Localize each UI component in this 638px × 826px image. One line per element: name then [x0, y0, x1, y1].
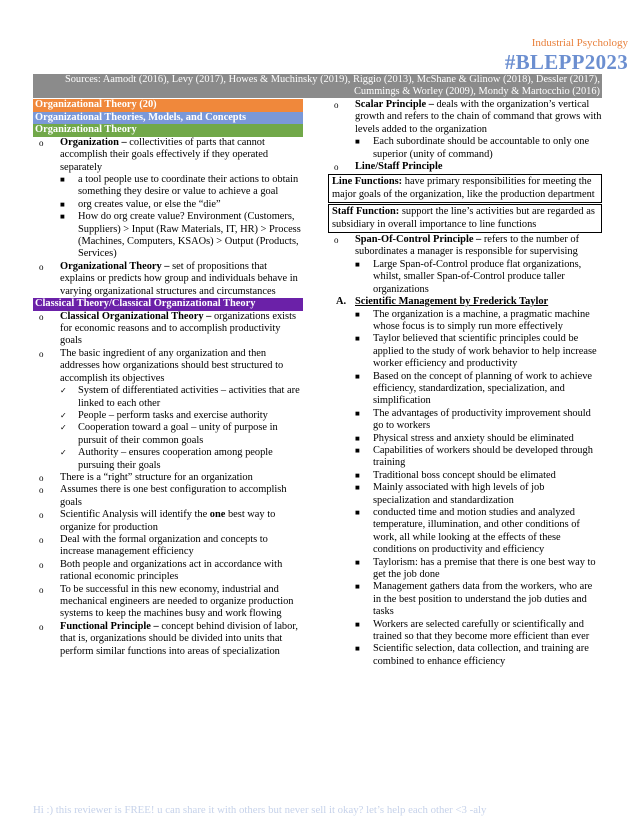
list-item: ■ Mainly associated with high levels of job specialization and standardization [355, 482, 545, 506]
circle-bullet-icon: o [39, 510, 44, 521]
checkmark-icon: ✓ [60, 448, 67, 458]
list-item: ■ Traditional boss concept should be elimated [355, 469, 556, 481]
list-item: o Deal with the formal organization and concepts to increase management efficiency [39, 533, 268, 558]
square-bullet-icon: ■ [355, 445, 360, 455]
list-item: ■ Taylorism: has a premise that there is one best way to get the job done [355, 556, 596, 581]
square-bullet-icon: ■ [355, 644, 360, 654]
left-column [33, 99, 303, 658]
section-bar-org-theory-20: Organizational Theory (20) [33, 99, 303, 112]
sub-item: ■ org creates value, or else the “die” [60, 198, 221, 210]
sub-item: ■ How do org create value? Environment (Customers, Suppliers) > Input (Raw Materials, IT, HR) > Process (Machines, Computers, KSAOs) > Output (Products, Services) [60, 211, 301, 260]
sub-item: ■ Each subordinate should be accountable to only one superior (unity of command) [355, 136, 590, 160]
square-bullet-icon: ■ [60, 175, 65, 184]
check-item: ✓ Cooperation toward a goal – unity of purpose in pursuit of their common goals [60, 422, 278, 446]
check-item: ✓ People – perform tasks and exercise authority [60, 409, 268, 421]
line-functions-box: Line Functions: have primary responsibilities for meeting the major goals of the organization, like the production department [328, 174, 602, 203]
sub-item: ■ Large Span-of-Control produce flat organizations, whilst, smaller Span-of-Control produce taller organizations [355, 258, 582, 295]
checkmark-icon: ✓ [60, 386, 67, 396]
list-item: ■ Workers are selected carefully or scientifically and trained so that they become more efficient than ever [355, 618, 590, 643]
footer-note: Hi :) this reviewer is FREE! u can share it with others but never sell it okay? let’s help each other <3 -aly [33, 804, 487, 816]
list-item: ■ conducted time and motion studies and analyzed temperature, illumination, and other conditions of work, all while looking at the effects of these conditions on productivity and efficiency [355, 507, 580, 556]
square-bullet-icon: ■ [355, 582, 360, 592]
list-item-scalar-principle: o Scalar Principle – deals with the organization’s vertical growth and refers to the chain of command that grows with levels added to the organization [334, 99, 602, 135]
subject-header: Industrial Psychology [531, 37, 628, 49]
circle-bullet-icon: o [39, 137, 44, 148]
heading-marker: A. [336, 296, 347, 308]
circle-bullet-icon: o [39, 621, 44, 632]
list-item-org-theory: o Organizational Theory – set of propositions that explains or predicts how group and individuals behave in varying organizational structures and circumstances [39, 260, 298, 297]
list-item: ■ Taylor believed that scientific principles could be applied to the study of work behavior to help increase worker efficiency and productivity [355, 333, 597, 370]
circle-bullet-icon: o [334, 162, 339, 173]
list-item: ■ Based on the concept of planning of work to achieve efficiency, standardization, specialization, and simplification [355, 370, 592, 407]
list-item: o Assumes there is one best configuration to accomplish goals [39, 484, 287, 508]
list-item-classical-org-theory: o Classical Organizational Theory – organizations exists for economic reasons and to accomplish productivity goals [39, 310, 296, 347]
square-bullet-icon: ■ [60, 199, 65, 209]
square-bullet-icon: ■ [355, 259, 360, 269]
list-item: o To be successful in this new economy, industrial and mechanical engineers are needed to organize production systems to keep the machines busy and work flowing [39, 583, 294, 620]
checkmark-icon: ✓ [60, 410, 67, 420]
square-bullet-icon: ■ [355, 470, 360, 480]
list-item: ■ Scientific selection, data collection, and training are combined to enhance efficiency [355, 643, 589, 667]
list-item: ■ Management gathers data from the workers, who are in the best position to understand the job duties and tasks [355, 581, 593, 618]
list-item: o Scientific Analysis will identify the one best way to organize for production [39, 509, 276, 533]
list-item-organization: o Organization – collectivities of parts that cannot accomplish their goals effectively if they operated separately [39, 136, 269, 173]
circle-bullet-icon: o [39, 559, 44, 570]
scientific-management-list [328, 309, 602, 669]
circle-bullet-icon: o [39, 311, 44, 322]
list-item: ■ The organization is a machine, a pragmatic machine whose focus is to simply run more effectively [355, 308, 590, 332]
circle-bullet-icon: o [39, 261, 44, 272]
square-bullet-icon: ■ [355, 334, 360, 344]
circle-bullet-icon: o [39, 485, 44, 496]
circle-bullet-icon: o [39, 584, 44, 595]
circle-bullet-icon: o [334, 235, 339, 246]
square-bullet-icon: ■ [355, 309, 360, 319]
list-item-line-staff: o Line/Staff Principle [334, 161, 443, 173]
square-bullet-icon: ■ [60, 212, 65, 222]
check-item: ✓ System of differentiated activities – activities that are linked to each other [60, 385, 300, 409]
circle-bullet-icon: o [334, 100, 339, 110]
list-item: ■ Capabilities of workers should be developed through training [355, 444, 593, 469]
circle-bullet-icon: o [39, 534, 44, 545]
circle-bullet-icon: o [39, 472, 44, 483]
square-bullet-icon: ■ [355, 557, 360, 567]
sub-item: ■ a tool people use to coordinate their actions to obtain something they desire or value to achieve a goal [60, 174, 299, 198]
section-bar-classical-theory: Classical Theory/Classical Organizational Theory [33, 298, 303, 311]
square-bullet-icon: ■ [355, 433, 360, 443]
tag-header: #BLEPP2023 [504, 50, 628, 74]
list-item: o Both people and organizations act in accordance with rational economic principles [39, 558, 283, 583]
square-bullet-icon: ■ [355, 137, 360, 147]
square-bullet-icon: ■ [355, 408, 360, 418]
list-item: ■ The advantages of productivity improvement should go to workers [355, 407, 591, 432]
list-item: o There is a “right” structure for an organization [39, 471, 253, 483]
square-bullet-icon: ■ [355, 371, 360, 381]
square-bullet-icon: ■ [355, 483, 360, 493]
heading-scientific-management: A. Scientific Management by Frederick Taylor [336, 296, 549, 308]
check-item: ✓ Authority – ensures cooperation among people pursuing their goals [60, 447, 273, 471]
square-bullet-icon: ■ [355, 619, 360, 629]
checkmark-icon: ✓ [60, 423, 67, 433]
list-item-basic-ingredient: o The basic ingredient of any organization and then addresses how organizations should best structured to accomplish its objectives [39, 347, 284, 384]
right-column [328, 99, 602, 668]
list-item-functional-principle: o Functional Principle – concept behind division of labor, that is, organizations should be divided into units that perform similar functions into areas of specialization [39, 620, 298, 657]
sources-bar: Sources: Aamodt (2016), Levy (2017), Howes & Muchinsky (2019), Riggio (2013), McShane & Glinow (2018), Dessler (2017), Cummings & Worley (2009), Mondy & Martocchio (2016) [33, 74, 602, 98]
section-bar-theories-models: Organizational Theories, Models, and Concepts [33, 112, 303, 125]
list-item: ■ Physical stress and anxiety should be eliminated [355, 432, 574, 444]
square-bullet-icon: ■ [355, 508, 360, 517]
section-bar-org-theory: Organizational Theory [33, 124, 303, 137]
staff-function-box: Staff Function: support the line’s activities but are regarded as subsidiary in overall importance to line functions [328, 204, 602, 233]
list-item-span-of-control: o Span-Of-Control Principle – refers to the number of subordinates a manager is responsible for supervising [334, 234, 580, 258]
circle-bullet-icon: o [39, 348, 44, 359]
